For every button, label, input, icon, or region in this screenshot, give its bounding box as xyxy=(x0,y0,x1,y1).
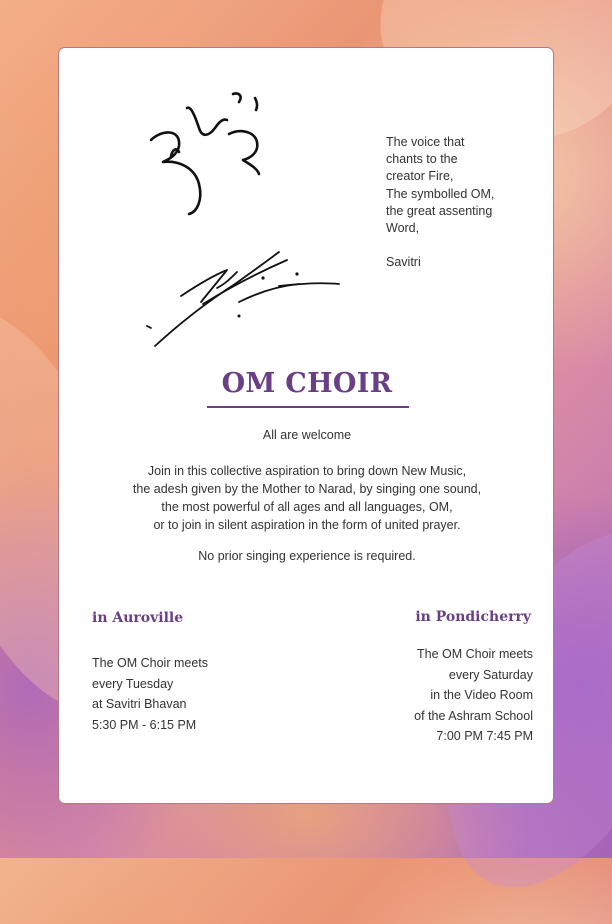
schedule-line: every Saturday xyxy=(448,667,533,682)
auroville-schedule xyxy=(92,653,208,735)
schedule-line: 7:00 PM 7:45 PM xyxy=(436,729,533,744)
quote-line: Word, xyxy=(386,221,420,236)
schedule-line: in the Video Room xyxy=(430,688,533,703)
schedule-line: The OM Choir meets xyxy=(416,647,533,661)
quote-line: creator Fire, xyxy=(386,169,454,184)
page-title: OM CHOIR xyxy=(221,368,393,399)
quote-author: Savitri xyxy=(386,255,421,270)
pondicherry-heading: in Pondicherry xyxy=(415,609,531,625)
schedule-line: of the Ashram School xyxy=(414,708,533,723)
experience-note: No prior singing experience is required. xyxy=(198,549,416,563)
flyer-card xyxy=(58,47,554,804)
quote-line: The voice that xyxy=(386,135,465,149)
schedule-line: at Savitri Bhavan xyxy=(92,697,187,712)
schedule-line: every Tuesday xyxy=(92,676,174,691)
savitri-quote xyxy=(386,134,536,271)
description-line: the adesh given by the Mother to Narad, by singing one sound, xyxy=(132,482,482,496)
quote-line: The symbolled OM, xyxy=(386,186,495,201)
description-paragraph xyxy=(59,462,555,534)
quote-line: chants to the xyxy=(386,152,458,167)
om-calligraphy-icon xyxy=(139,88,369,358)
schedule-line: 5:30 PM - 6:15 PM xyxy=(92,717,197,732)
description-line: or to join in silent aspiration in the form of united prayer. xyxy=(153,518,461,532)
title-underline xyxy=(207,406,409,408)
description-line: Join in this collective aspiration to bring down New Music, xyxy=(147,464,467,478)
schedule-line: The OM Choir meets xyxy=(92,656,209,670)
quote-line: the great assenting xyxy=(386,203,493,218)
description-line: the most powerful of all ages and all languages, OM, xyxy=(161,500,453,514)
pondicherry-schedule xyxy=(414,644,533,747)
welcome-text: All are welcome xyxy=(262,428,352,442)
auroville-heading: in Auroville xyxy=(92,610,184,626)
